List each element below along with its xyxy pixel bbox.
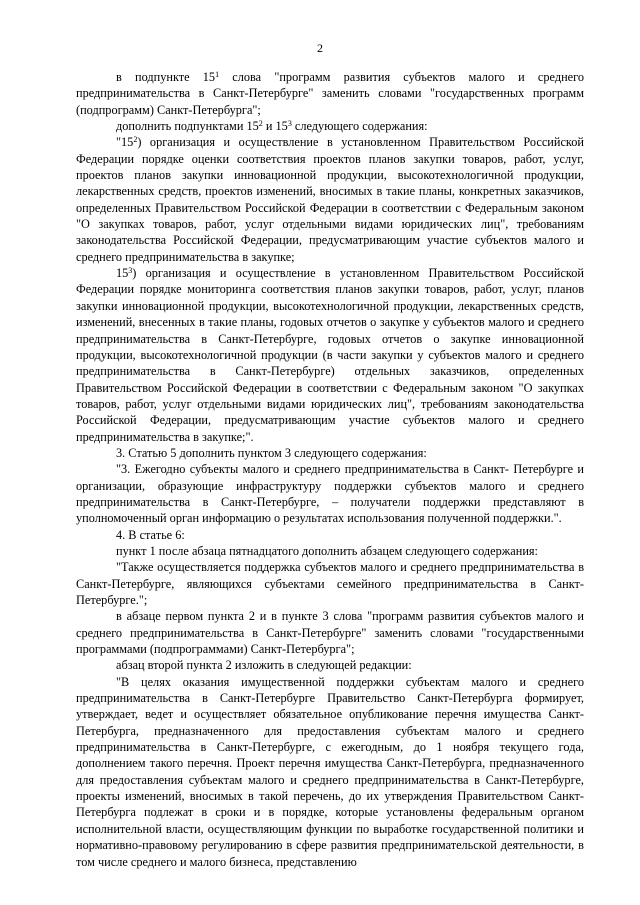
- paragraph-p10: [76, 608, 584, 657]
- text-run: в абзаце первом пункта 2 и в пункте 3 слова "программ развития субъектов малого и среднего предпринимательства в Санкт-Петербурге" заменить словами "государственными программами (подпрограммами) Санкт-Петербурга";: [76, 609, 584, 657]
- paragraph-p6: [76, 461, 584, 526]
- superscript: 3: [128, 266, 133, 276]
- text-run: следующего содержания:: [291, 119, 428, 134]
- text-run: слова "программ развития субъектов малого и среднего предпринимательства в Санкт-Петербурге" заменить словами "государственных программ (подпрограмм) Санкт-Петербурга";: [76, 70, 585, 117]
- paragraph-p7: [76, 527, 584, 543]
- paragraph-p3: [76, 134, 584, 265]
- paragraph-p12: [76, 674, 584, 870]
- paragraph-p11: [76, 657, 584, 673]
- superscript: 2: [133, 135, 138, 145]
- text-run: "Также осуществляется поддержка субъектов малого и среднего предпринимательства в Санкт-Петербурге, являющихся субъектами семейного предпринимательства в Санкт-Петербурге.";: [76, 560, 584, 607]
- superscript: 2: [258, 119, 263, 129]
- superscript: 3: [287, 119, 292, 129]
- page-number: 2: [317, 41, 323, 55]
- paragraph-p2: [76, 118, 584, 134]
- text-run: "15: [116, 135, 134, 150]
- text-run: в подпункте 15: [116, 70, 216, 84]
- text-run: 4. В статье 6:: [116, 527, 185, 542]
- document-body: [76, 69, 584, 870]
- paragraph-p9: [76, 559, 584, 608]
- text-run: абзац второй пункта 2 изложить в следующей редакции:: [116, 658, 412, 673]
- text-run: ) организация и осуществление в установленном Правительством Российской Федерации порядке оценки соответствия проектов планов закупки товаров, работ, услуг, проектов планов закупки инновационной продукции, высокотехнологичной продукции, лекарственных средств, проектов изменений, вносимых в такие планы, конкретных заказчиков, определенных Правительством Российской Федерации в соответствии с Федеральным законом "О закупках товаров, работ, услуг отдельными видами юридических лиц", требованиям законодательства Российской Федерации, предусматривающим участие субъектов малого и среднего предпринимательства в закупке;: [76, 135, 584, 264]
- paragraph-p8: [76, 543, 584, 559]
- paragraph-p5: [76, 445, 584, 461]
- text-run: 15: [116, 266, 129, 281]
- text-run: дополнить подпунктами 15: [116, 119, 259, 134]
- text-run: и 15: [262, 119, 288, 134]
- paragraph-p1: [76, 69, 584, 118]
- text-run: ) организация и осуществление в установленном Правительством Российской Федерации порядке мониторинга соответствия планов закупки товаров, работ, услуг, планов закупки инновационной продукции, высокотехнологичной продукции, лекарственных средств, изменений, внесенных в такие планы, годовых отчетов о закупке у субъектов малого и среднего предпринимательства в Санкт-Петербурге, годовых отчетов о закупке инновационной продукции, высокотехнологичной продукции (в части закупки у субъектов малого и среднего предпринимательства в Санкт-Петербурге) отдельных заказчиков, определенных Правительством Российской Федерации в соответствии с Федеральным законом "О закупках товаров, работ, услуг отдельными видами юридических лиц", требованиям законодательства Российской Федерации, предусматривающим участие субъектов малого и среднего предпринимательства в закупке;".: [76, 266, 584, 444]
- text-run: пункт 1 после абзаца пятнадцатого дополнить абзацем следующего содержания:: [116, 543, 538, 558]
- text-run: "3. Ежегодно субъекты малого и среднего предпринимательства в Санкт- Петербурге и организации, образующие инфраструктуру поддержки субъектов малого и среднего предпринимательства в Санкт-Петербурге, – получатели поддержки представляют в уполномоченный орган информацию о результатах использования полученной поддержки.".: [76, 462, 584, 526]
- text-run: "В целях оказания имущественной поддержки субъектам малого и среднего предпринимательства в Санкт-Петербурге Правительство Санкт-Петербурга формирует, утверждает, ведет и осуществляет обязательное опубликование перечня имущества Санкт-Петербурга, предназначенного для предоставления субъектам малого и среднего предпринимательства в Санкт-Петербурге, с ежегодным, до 1 ноября текущего года, дополнением такого перечня. Проект перечня имущества Санкт-Петербурга, предназначенного для предоставления субъектам малого и среднего предпринимательства в Санкт-Петербурге, проекты изменений, вносимых в такой перечень, до их утверждения Правительством Санкт-Петербурга подлежат в сроки и в порядке, которые установлены федеральным органом исполнительной власти, осуществляющим функции по выработке государственной политики и нормативно-правовому регулированию в сфере развития предпринимательской деятельности, в том числе среднего и малого бизнеса, представлению: [76, 674, 584, 869]
- text-run: 3. Статью 5 дополнить пунктом 3 следующего содержания:: [116, 445, 427, 460]
- superscript: 1: [215, 70, 220, 79]
- paragraph-p4: [76, 265, 584, 445]
